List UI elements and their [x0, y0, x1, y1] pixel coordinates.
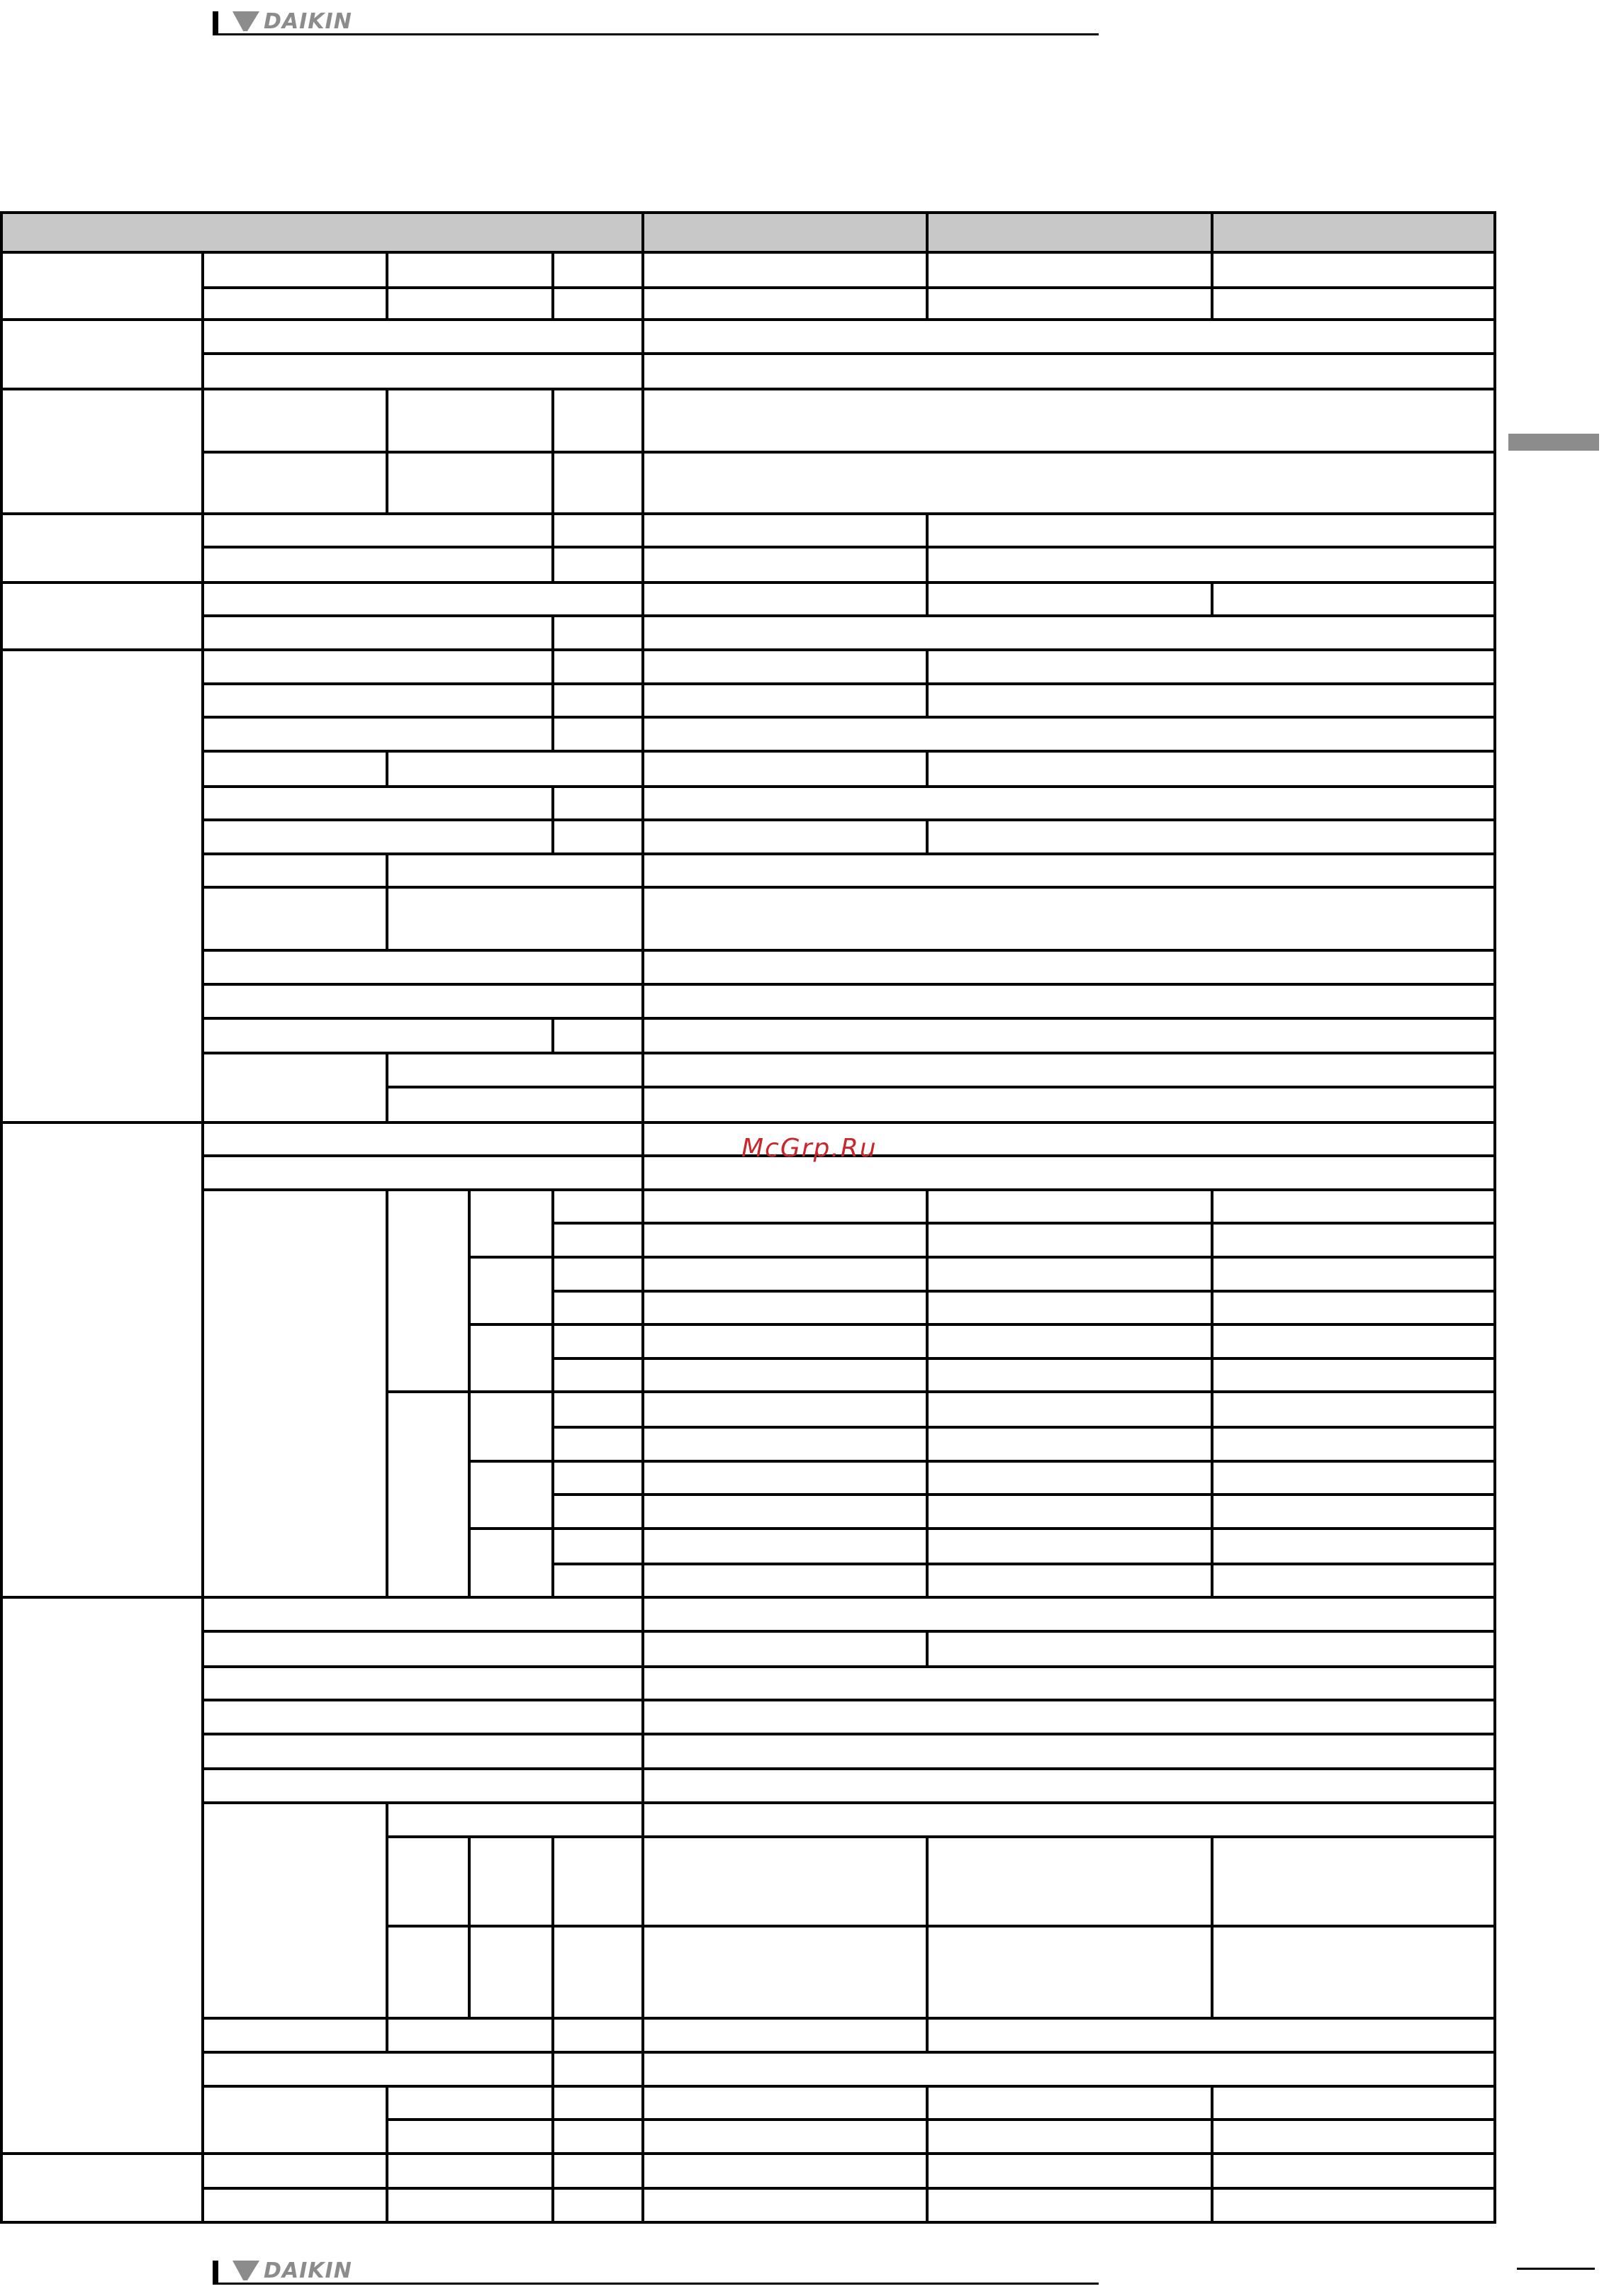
- page-footer: [213, 2259, 1099, 2285]
- daikin-triangle-icon: [232, 2261, 259, 2280]
- footer-rule-right: [1517, 2268, 1595, 2270]
- table-grid-lines: [1, 213, 1495, 2222]
- table-header-row: [1, 213, 1496, 251]
- daikin-logo-footer: [232, 2259, 352, 2282]
- footer-mark: [213, 2261, 218, 2285]
- footer-logo-text: DAIKIN: [264, 2258, 352, 2283]
- footer-rule: [218, 2283, 1099, 2285]
- watermark: McGrp.Ru: [741, 1134, 878, 1163]
- logo-text: DAIKIN: [264, 9, 352, 34]
